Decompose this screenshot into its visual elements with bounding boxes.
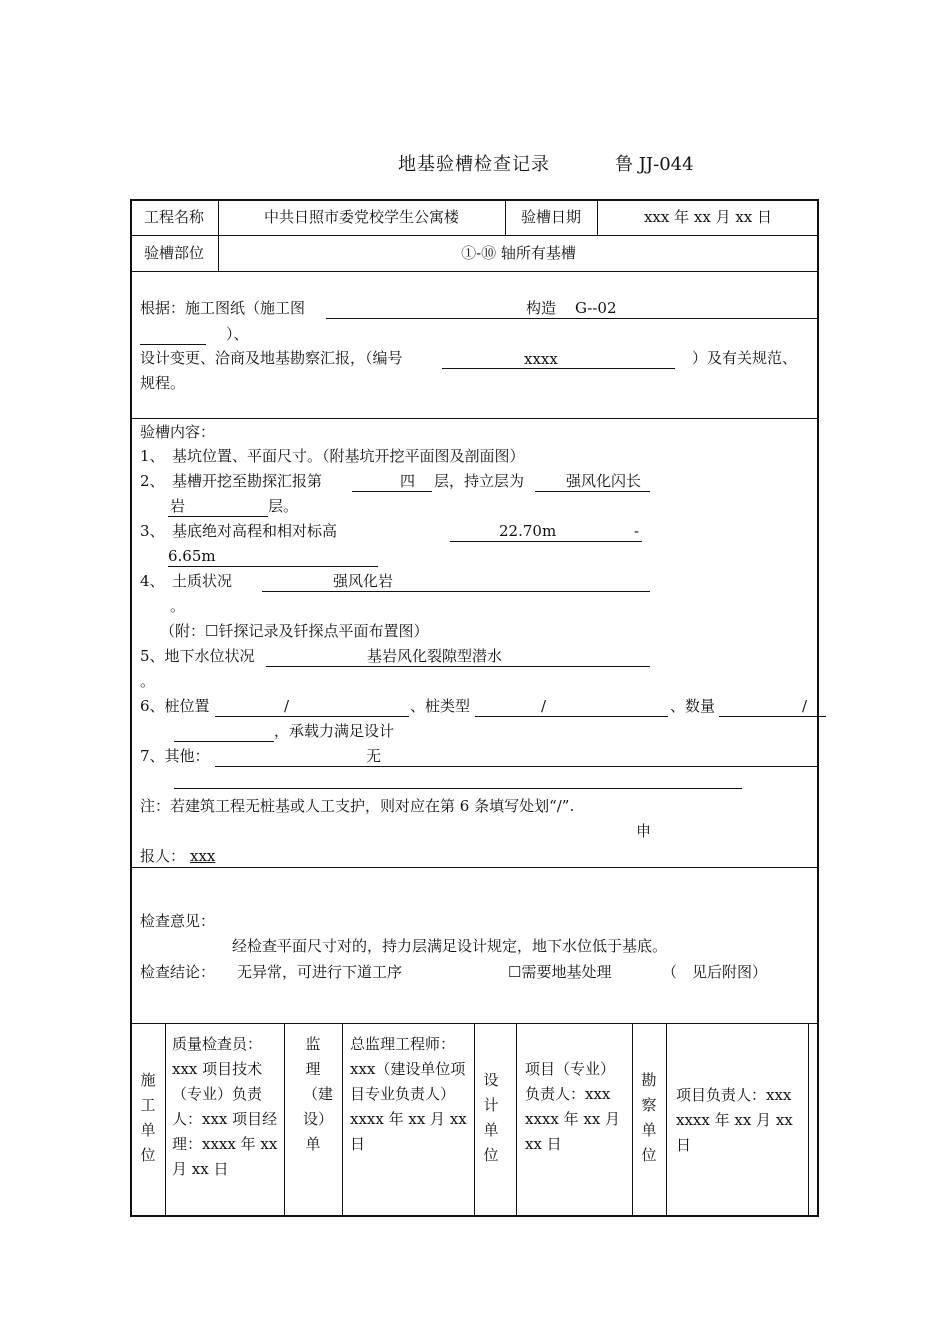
conclusion-label: 检查结论： (140, 963, 216, 981)
col-divider (474, 1023, 475, 1217)
item-2-suffix: 层。 (268, 497, 299, 515)
row-divider (130, 867, 819, 868)
basis-drawing-no: G--02 (575, 299, 617, 317)
opinion-text: 经检查平面尺寸对的，持力层满足设计规定，地下水位低于基底。 (232, 937, 668, 955)
underline (719, 716, 826, 717)
design-unit-label: 设计单位 (483, 1071, 499, 1164)
underline (174, 741, 274, 742)
underline (442, 368, 675, 369)
underline (140, 344, 206, 345)
item-6-prefix: 6、桩位置 (140, 697, 210, 715)
item-2-rock-b: 岩 (170, 497, 186, 515)
item-6-suffix: ，承载力满足设计 (274, 722, 395, 740)
basis-line3-suffix: ）及有关规范、 (692, 349, 798, 367)
inspection-date-value: xxx 年 xx 月 xx 日 (643, 208, 773, 226)
supervision-unit-label: 监理（建设）单 (303, 1035, 334, 1153)
underline (326, 318, 818, 319)
item-1: 1、 基坑位置、平面尺寸。（附基坑开挖平面图及剖面图） (140, 447, 525, 465)
item-3-relative-elevation: 6.65m (168, 547, 216, 565)
row-divider (130, 271, 819, 272)
underline (475, 716, 668, 717)
item-6-position: / (284, 697, 290, 715)
underline (450, 541, 642, 542)
item-4-value: 强风化岩 (333, 572, 394, 590)
col-divider (808, 1023, 809, 1217)
item-6-type: / (541, 697, 547, 715)
row-divider (130, 235, 819, 236)
construction-unit-signature: 质量检查员：xxx 项目技术（专业）负责人：xxx 项目经理：xxxx 年 xx 月 xx 日 (172, 1035, 278, 1178)
basis-number: xxxx (524, 350, 558, 368)
underline (215, 766, 817, 767)
col-divider (284, 1023, 285, 1217)
item-3-prefix: 3、 基底绝对高程和相对标高 (140, 522, 338, 540)
underline (174, 788, 742, 789)
basis-line2-suffix: ）、 (226, 325, 249, 343)
underline (168, 566, 378, 567)
attachment-note: （附：☐钎探记录及钎探点平面布置图） (160, 622, 429, 640)
item-4-prefix: 4、 土质状况 (140, 572, 233, 590)
inspection-part-value: ①-⑩ 轴所有基槽 (461, 244, 576, 262)
survey-unit-signature: 项目负责人：xxx xxxx 年 xx 月 xx 日 (676, 1086, 793, 1154)
item-4-end: 。 (170, 597, 186, 615)
underline (535, 491, 650, 492)
col-divider (632, 1023, 633, 1217)
col-divider (666, 1023, 667, 1217)
item-2-prefix: 2、 基槽开挖至勘探汇报第 (140, 472, 323, 490)
col-divider (342, 1023, 343, 1217)
note-text: 注：若建筑工程无桩基或人工支护，则对应在第 6 条填写处划“/”. (140, 797, 575, 815)
reporter-label-a: 申 (636, 822, 652, 840)
item-2-layer: 四 (400, 472, 416, 490)
item-3-dash: - (634, 522, 640, 540)
underline (262, 591, 650, 592)
supervision-unit-signature: 总监理工程师：xxx（建设单位项目专业负责人）xxxx 年 xx 月 xx 日 (350, 1035, 467, 1153)
page-title: 地基验槽检查记录 (398, 154, 550, 175)
opinion-label: 检查意见： (140, 912, 216, 930)
basis-line3-prefix: 设计变更、洽商及地基勘察汇报，（编号 (140, 349, 403, 367)
item-2-rock-a: 强风化闪长 (566, 472, 642, 490)
underline (168, 516, 268, 517)
reporter-name: xxx (190, 847, 216, 865)
item-2-mid: 层，持立层为 (434, 472, 525, 490)
item-7-value: 无 (366, 747, 382, 765)
item-6-type-label: 、桩类型 (410, 697, 471, 715)
underline (352, 491, 432, 492)
project-name-label: 工程名称 (143, 208, 204, 226)
construction-unit-label: 施工单位 (140, 1071, 156, 1164)
survey-unit-label: 勘察单位 (641, 1071, 657, 1164)
basis-line4: 规程。 (140, 374, 186, 392)
basis-construction: 构造 (526, 299, 557, 317)
reporter-label-b: 报人： (140, 847, 186, 865)
row-divider (130, 418, 819, 419)
inspection-part-label: 验槽部位 (143, 244, 204, 262)
inspection-date-label: 验槽日期 (520, 208, 581, 226)
item-5-prefix: 5、地下水位状况 (140, 647, 255, 665)
col-divider (516, 1023, 517, 1217)
conclusion-ok: 无异常，可进行下道工序 (237, 963, 403, 981)
project-name-value: 中共日照市委党校学生公寓楼 (263, 208, 459, 226)
item-6-qty: / (802, 697, 808, 715)
item-5-end: 。 (140, 672, 156, 690)
design-unit-signature: 项目（专业）负责人：xxx xxxx 年 xx 月 xx 日 (525, 1060, 621, 1153)
underline (266, 666, 650, 667)
item-5-value: 基岩风化裂隙型潜水 (367, 647, 503, 665)
basis-prefix: 根据：施工图纸（施工图 (140, 299, 306, 317)
content-heading: 验槽内容： (140, 423, 216, 441)
form-code: 鲁 JJ-044 (615, 154, 694, 175)
conclusion-see-attached: （ 见后附图） (662, 963, 768, 981)
underline (215, 716, 409, 717)
conclusion-need-treatment: ☐需要地基处理 (508, 963, 612, 981)
item-7-prefix: 7、其他： (140, 747, 210, 765)
item-3-absolute-elevation: 22.70m (499, 522, 557, 540)
item-6-qty-label: 、数量 (670, 697, 716, 715)
col-divider (165, 1023, 166, 1217)
